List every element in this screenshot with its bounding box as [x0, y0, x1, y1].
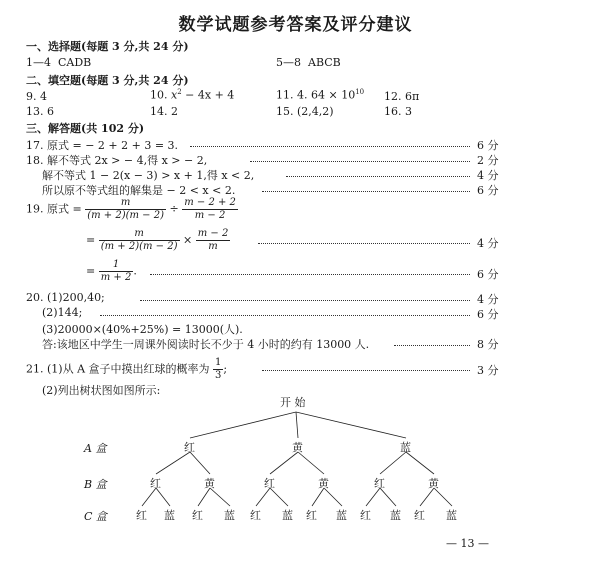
tree-l1-node: 红: [184, 441, 195, 454]
s2-item-16-label: 16.: [384, 105, 402, 118]
edge-a2-b3: [270, 452, 298, 474]
q18-line3: 所以原不等式组的解集是 − 2 < x < 2.: [42, 184, 236, 197]
page-number: — 13 —: [446, 537, 489, 550]
tree-l3-node: 红: [306, 509, 317, 522]
q20-score2: 6 分: [477, 308, 499, 321]
s2-item-11-label: 11.: [276, 88, 294, 102]
q17-score: 6 分: [477, 139, 499, 152]
s1-item-2-label: 5—8: [276, 56, 301, 69]
q19-frac4-den: m: [208, 241, 218, 252]
q20-line3: (3)20000×(40%+25%) = 13000(人).: [42, 323, 243, 336]
s2-item-15-answer: (2,4,2): [297, 105, 334, 118]
q19-label: 19. 原式 =: [26, 202, 82, 216]
q19-eq2: =: [86, 264, 96, 278]
tree-l3-node: 蓝: [446, 509, 457, 522]
q20-line2: (2)144;: [42, 306, 83, 319]
q19-frac4-num: m − 2: [197, 228, 229, 239]
s2-item-14-answer: 2: [171, 105, 178, 118]
tree-l3-node: 蓝: [164, 509, 175, 522]
section3-heading: 三、解答题(共 102 分): [26, 122, 145, 135]
q20-score4: 8 分: [477, 338, 499, 351]
s2-item-9-answer: 4: [40, 90, 47, 103]
edge-a3-b5: [380, 452, 406, 474]
q19-op2: ×: [183, 233, 193, 247]
q19-frac3-num: m: [99, 228, 180, 241]
q20-score1: 4 分: [477, 293, 499, 306]
row-label-c: C 盒: [84, 510, 107, 523]
q19-frac2-num: m − 2 + 2: [184, 197, 236, 208]
q19-frac1-num: m: [85, 197, 166, 210]
s2-item-10-label: 10.: [150, 88, 168, 102]
s1-item-2-answer: ABCB: [308, 56, 341, 69]
tree-l3-node: 红: [136, 509, 147, 522]
q21-frac-num: 1: [215, 357, 222, 368]
tree-l2-node: 黄: [428, 477, 439, 490]
q21-line1-post: ;: [223, 362, 228, 376]
tree-l2-node: 黄: [204, 477, 215, 490]
q19-score2: 6 分: [477, 268, 499, 281]
q19-frac2-den: m − 2: [194, 210, 226, 221]
q18-score2: 4 分: [477, 169, 499, 182]
s2-item-10-answer-pre: x: [171, 88, 178, 102]
q19-op1: ÷: [169, 202, 179, 216]
tree-l2-node: 红: [150, 477, 161, 490]
edge-root-a2: [296, 412, 298, 438]
q19-score1: 4 分: [477, 237, 499, 250]
tree-root: 开 始: [280, 396, 306, 409]
q18-score1: 2 分: [477, 154, 499, 167]
tree-l2-node: 红: [374, 477, 385, 490]
q19-eq1: =: [86, 233, 96, 247]
q21-line1-pre: 21. (1)从 A 盒子中摸出红球的概率为: [26, 362, 210, 376]
section2-heading: 二、填空题(每题 3 分,共 24 分): [26, 74, 189, 87]
tree-l3-node: 蓝: [282, 509, 293, 522]
q19-end: .: [133, 264, 137, 278]
q20-line1: 20. (1)200,40;: [26, 291, 105, 304]
s2-item-12-answer: 6π: [405, 90, 420, 103]
edge-a1-b1: [156, 452, 190, 474]
edge-a1-b2: [190, 452, 210, 474]
s2-item-15-label: 15.: [276, 105, 294, 118]
edge-root-a3: [296, 412, 406, 438]
s2-item-12-label: 12.: [384, 90, 402, 103]
q21-score1: 3 分: [477, 364, 499, 377]
tree-l3-node: 红: [360, 509, 371, 522]
s1-item-1-answer: CADB: [58, 56, 92, 69]
q19-frac3-den: (m + 2)(m − 2): [100, 241, 178, 252]
tree-l1-node: 黄: [292, 441, 303, 454]
q17-text: 17. 原式 = − 2 + 2 + 3 = 3.: [26, 139, 179, 152]
s2-item-10-answer-sup: 2: [177, 88, 182, 96]
tree-l1-node: 蓝: [400, 441, 411, 454]
edge-a3-b6: [406, 452, 434, 474]
q20-line4: 答:该地区中学生一周课外阅读时长不少于 4 小时的约有 13000 人.: [42, 338, 370, 351]
tree-l2-node: 红: [264, 477, 275, 490]
s1-item-1-label: 1—4: [26, 56, 51, 69]
section1-heading: 一、选择题(每题 3 分,共 24 分): [26, 40, 189, 53]
q19-frac5-den: m + 2: [100, 272, 132, 283]
row-label-a: A 盒: [84, 442, 107, 455]
q18-score3: 6 分: [477, 184, 499, 197]
tree-l3-node: 红: [250, 509, 261, 522]
edge-root-a1: [190, 412, 296, 438]
s2-item-11-answer-sup: 10: [355, 88, 365, 96]
s2-item-9-label: 9.: [26, 90, 37, 103]
tree-l3-node: 红: [414, 509, 425, 522]
tree-l3-node: 蓝: [390, 509, 401, 522]
q18-line2: 解不等式 1 − 2(x − 3) > x + 1,得 x < 2,: [42, 169, 255, 182]
tree-l2-node: 黄: [318, 477, 329, 490]
s2-item-13-answer: 6: [47, 105, 54, 118]
q19-frac1-den: (m + 2)(m − 2): [87, 210, 164, 221]
tree-l3-node: 蓝: [224, 509, 235, 522]
tree-l3-node: 红: [192, 509, 203, 522]
row-label-b: B 盒: [84, 478, 107, 491]
q21-frac-den: 3: [215, 370, 222, 381]
s2-item-10-answer-post: − 4x + 4: [181, 88, 235, 102]
page-title: 数学试题参考答案及评分建议: [178, 15, 413, 35]
s2-item-16-answer: 3: [405, 105, 412, 118]
q18-line1: 18. 解不等式 2x > − 4,得 x > − 2,: [26, 154, 208, 167]
tree-l3-node: 蓝: [336, 509, 347, 522]
q19-frac5-num: 1: [99, 259, 134, 272]
tree-edges: [142, 412, 452, 506]
s2-item-13-label: 13.: [26, 105, 44, 118]
s2-item-11-answer-pre: 4. 64 × 10: [297, 88, 356, 102]
q21-line2: (2)列出树状图如图所示:: [42, 384, 161, 397]
edge-a2-b4: [298, 452, 324, 474]
s2-item-14-label: 14.: [150, 105, 168, 118]
